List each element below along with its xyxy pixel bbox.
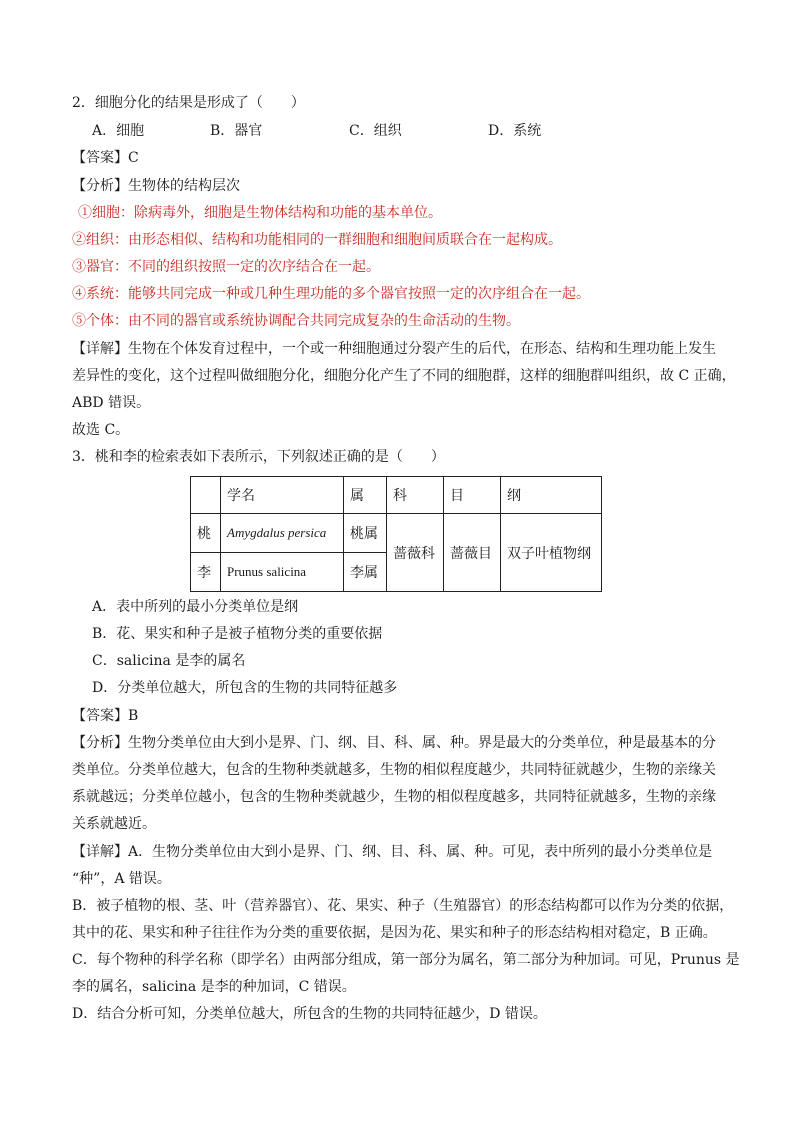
q3-detail-line: 李的属名，salicina 是李的种加词，C 错误。 xyxy=(72,979,356,995)
table-cell-latin: Amygdalus persica xyxy=(221,514,344,553)
table-header-cell: 目 xyxy=(444,477,501,514)
table-row xyxy=(191,514,602,553)
table-cell-family: 蔷薇科 xyxy=(387,514,444,592)
q3-analysis-line: 【分析】生物分类单位由大到小是界、门、纲、目、科、属、种。界是最大的分类单位，种是最基本的分 xyxy=(72,735,716,751)
table-cell-class: 双子叶植物纲 xyxy=(501,514,602,592)
classification-table xyxy=(190,476,602,592)
q2-detail-line: 差异性的变化，这个过程叫做细胞分化，细胞分化产生了不同的细胞群，这样的细胞群叫组织，故 C 正确， xyxy=(72,368,736,384)
table-header-row xyxy=(191,477,602,514)
q3-analysis-line: 系就越远；分类单位越小，包含的生物种类就越少，生物的相似程度越多，共同特征就越多，生物的亲缘 xyxy=(72,789,716,805)
q3-detail-line: 其中的花、果实和种子往往作为分类的重要依据，是因为花、果实和种子的形态结构相对稳定，B 正确。 xyxy=(72,925,717,941)
q3-detail-line: C．每个物种的科学名称（即学名）由两部分组成，第一部分为属名，第二部分为种加词。可见，Prunus 是 xyxy=(72,952,740,968)
q3-detail-line: “种”，A 错误。 xyxy=(72,871,171,887)
q2-option-a: A．细胞 xyxy=(92,123,145,139)
table-header-cell: 学名 xyxy=(221,477,344,514)
q2-analysis-title: 【分析】生物体的结构层次 xyxy=(72,178,240,194)
q3-detail-line: D．结合分析可知，分类单位越大，所包含的生物的共同特征越少，D 错误。 xyxy=(72,1006,547,1022)
q3-detail-line: B．被子植物的根、茎、叶（营养器官）、花、果实、种子（生殖器官）的形态结构都可以作为分类的依据， xyxy=(72,898,734,914)
q3-option-b: B．花、果实和种子是被子植物分类的重要依据 xyxy=(92,626,383,642)
table-cell-name: 桃 xyxy=(191,514,221,553)
q2-detail-line: 【详解】生物在个体发育过程中，一个或一种细胞通过分裂产生的后代，在形态、结构和生理功能上发生 xyxy=(72,341,716,357)
q3-option-c: C．salicina 是李的属名 xyxy=(92,653,246,669)
q2-analysis-point: ⑤个体：由不同的器官或系统协调配合共同完成复杂的生命活动的生物。 xyxy=(72,313,520,329)
q2-analysis-point: ③器官：不同的组织按照一定的次序结合在一起。 xyxy=(72,259,380,275)
q3-analysis-line: 关系就越近。 xyxy=(72,816,156,832)
q3-option-a: A．表中所列的最小分类单位是纲 xyxy=(92,599,299,615)
table-cell-order: 蔷薇目 xyxy=(444,514,501,592)
q2-analysis-point: ①细胞：除病毒外，细胞是生物体结构和功能的基本单位。 xyxy=(78,205,442,221)
q3-analysis-line: 类单位。分类单位越大，包含的生物种类就越多，生物的相似程度越少，共同特征就越少，生物的亲缘关 xyxy=(72,762,716,778)
q3-option-d: D．分类单位越大，所包含的生物的共同特征越多 xyxy=(92,680,398,696)
q3-stem: 3．桃和李的检索表如下表所示，下列叙述正确的是（ ） xyxy=(72,449,445,465)
q2-analysis-point: ②组织：由形态相似、结构和功能相同的一群细胞和细胞间质联合在一起构成。 xyxy=(72,232,562,248)
table-header-cell: 属 xyxy=(344,477,387,514)
table-header-cell xyxy=(191,477,221,514)
q2-option-d: D．系统 xyxy=(488,123,542,139)
q2-stem: 2．细胞分化的结果是形成了（ ） xyxy=(72,95,305,111)
q2-detail-line: ABD 错误。 xyxy=(72,395,151,411)
q2-option-c: C．组织 xyxy=(349,123,402,139)
q2-answer: 【答案】C xyxy=(72,150,139,166)
table-cell-genus: 桃属 xyxy=(344,514,387,553)
table-cell-genus: 李属 xyxy=(344,553,387,592)
table-header-cell: 科 xyxy=(387,477,444,514)
q2-analysis-point: ④系统：能够共同完成一种或几种生理功能的多个器官按照一定的次序组合在一起。 xyxy=(72,286,590,302)
q3-detail-line: 【详解】A．生物分类单位由大到小是界、门、纲、目、科、属、种。可见，表中所列的最小分类单位是 xyxy=(72,844,713,860)
table-header-cell: 纲 xyxy=(501,477,602,514)
q2-option-b: B．器官 xyxy=(210,123,263,139)
table-cell-latin: Prunus salicina xyxy=(221,553,344,592)
q3-answer: 【答案】B xyxy=(72,708,139,724)
q2-detail-line: 故选 C。 xyxy=(72,422,130,438)
table-cell-name: 李 xyxy=(191,553,221,592)
